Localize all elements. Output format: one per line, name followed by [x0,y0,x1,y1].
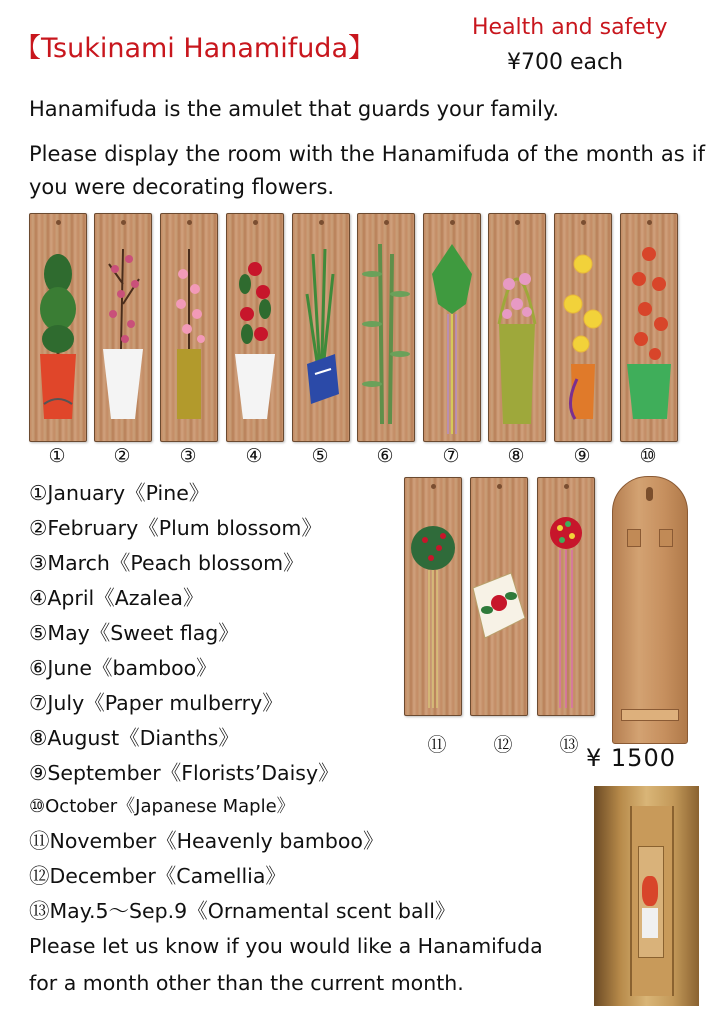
number-12: ⑫ [493,734,513,756]
number-5: ⑤ [311,445,329,467]
number-6: ⑥ [376,445,394,467]
month-item-4: ④April《Azalea》 [29,586,204,610]
sweet-flag-illustration-icon [293,214,349,441]
board-heavenly-bamboo [404,477,462,716]
number-8: ⑧ [507,445,525,467]
scent-ball-illustration-icon [538,478,594,715]
health-safety-label: Health and safety [472,15,668,40]
month-item-8: ⑧August《Dianths》 [29,726,239,750]
footer-line-2: for a month other than the current month. [29,971,464,995]
board-sweet-flag [292,213,350,442]
number-3: ③ [179,445,197,467]
price-label: ¥700 each [507,50,624,75]
heavenly-bamboo-illustration-icon [405,478,461,715]
pine-illustration-icon [30,214,86,441]
footer-line-1: Please let us know if you would like a Hanamifuda [29,934,543,958]
dianthus-illustration-icon [489,214,545,441]
daisy-illustration-icon [555,214,611,441]
board-paper-mulberry [423,213,481,442]
board-florists-daisy [554,213,612,442]
board-plum [94,213,152,442]
number-1: ① [48,445,66,467]
board-japanese-maple [620,213,678,442]
board-peach [160,213,218,442]
board-pine [29,213,87,442]
board-scent-ball [537,477,595,716]
plum-illustration-icon [95,214,151,441]
month-item-12: ⑫December《Camellia》 [29,864,286,888]
board-camellia [470,477,528,716]
peach-illustration-icon [161,214,217,441]
number-7: ⑦ [442,445,460,467]
stand-photo [594,786,699,1006]
month-item-11: ⑪November《Heavenly bamboo》 [29,829,384,853]
month-item-9: ⑨September《Florists’Daisy》 [29,761,339,785]
intro-line-1: Hanamifuda is the amulet that guards your family. [29,97,560,121]
page-title: 【Tsukinami Hanamifuda】 [14,33,375,64]
month-item-10: ⑩October《Japanese Maple》 [29,796,295,817]
number-13: ⑬ [559,734,579,756]
bamboo-illustration-icon [358,214,414,441]
stand-price-label: ¥ 1500 [586,744,676,772]
maple-illustration-icon [621,214,677,441]
month-item-1: ①January《Pine》 [29,481,210,505]
paper-mulberry-illustration-icon [424,214,480,441]
number-4: ④ [245,445,263,467]
board-bamboo [357,213,415,442]
board-azalea [226,213,284,442]
intro-line-2: Please display the room with the Hanamifuda of the month as if you were decorating flowers. [29,142,705,199]
month-item-6: ⑥June《bamboo》 [29,656,217,680]
number-10: ⑩ [639,445,657,467]
month-item-5: ⑤May《Sweet flag》 [29,621,239,645]
number-2: ② [113,445,131,467]
azalea-illustration-icon [227,214,283,441]
month-item-2: ②February《Plum blossom》 [29,516,322,540]
board-dianthus [488,213,546,442]
camellia-illustration-icon [471,478,527,715]
number-9: ⑨ [573,445,591,467]
month-item-7: ⑦July《Paper mulberry》 [29,691,283,715]
month-item-3: ③March《Peach blossom》 [29,551,304,575]
display-stand [612,476,688,744]
number-11: ⑪ [427,734,447,756]
month-item-13: ⑬May.5～Sep.9《Ornamental scent ball》 [29,899,456,923]
